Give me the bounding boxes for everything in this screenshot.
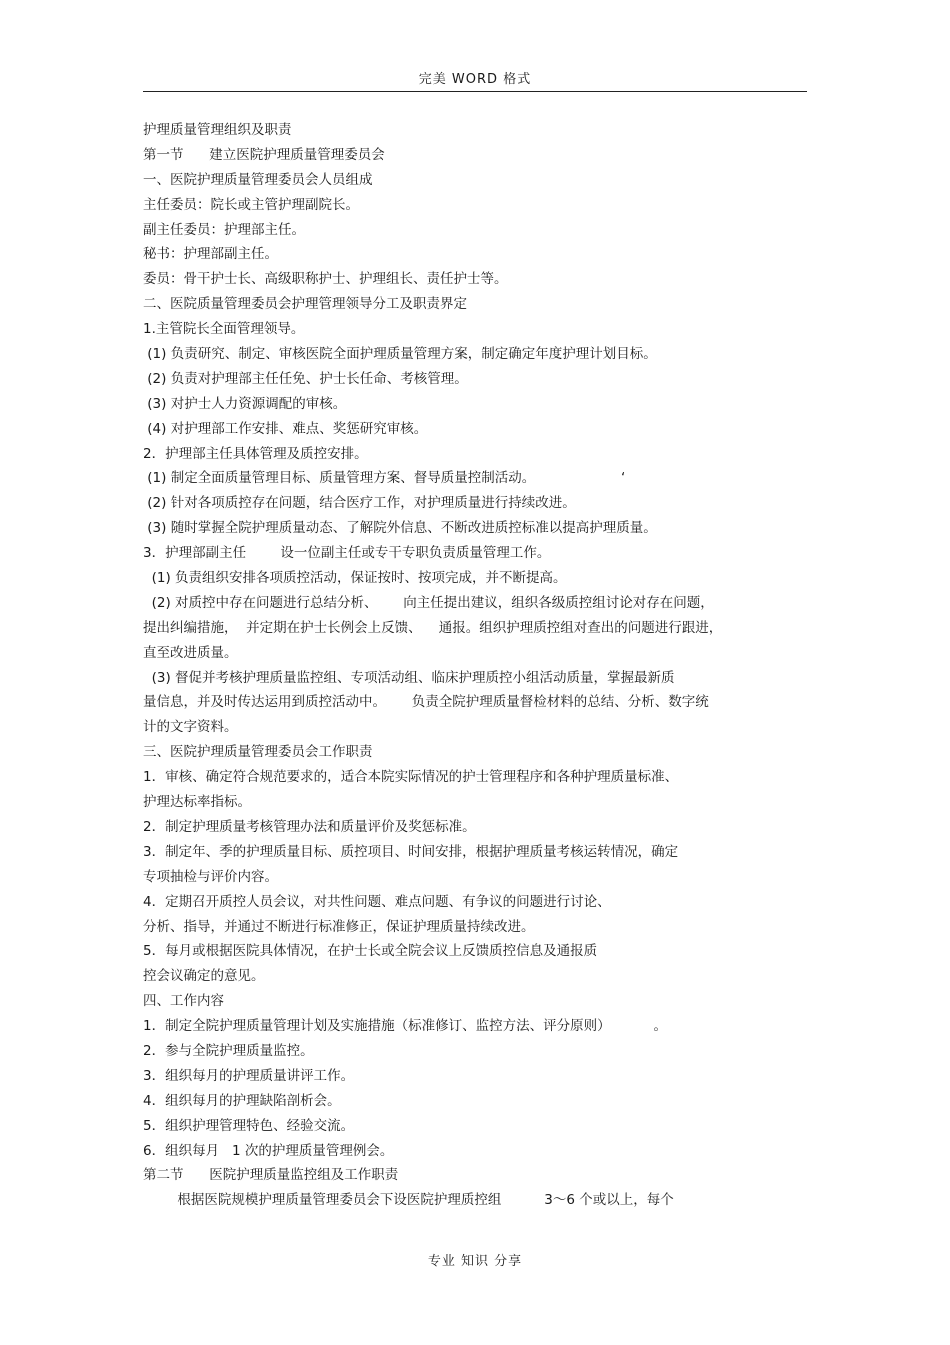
text-line: 副主任委员：护理部主任。 [143, 221, 305, 238]
text-line: 第一节 建立医院护理质量管理委员会 [143, 146, 385, 163]
text-line: (3) 督促并考核护理质量监控组、专项活动组、临床护理质控小组活动质量，掌握最新质 [143, 669, 675, 686]
text-line: 一、医院护理质量管理委员会人员组成 [143, 171, 373, 188]
text-line: 二、医院质量管理委员会护理管理领导分工及职责界定 [143, 296, 467, 313]
text-line: 5．组织护理管理特色、经验交流。 [143, 1117, 355, 1134]
text-line: 护理达标率指标。 [143, 794, 251, 811]
text-line: 提出纠编措施， 并定期在护士长例会上反馈、 通报。组织护理质控组对查出的问题进行跟进， [143, 619, 723, 636]
text-line: 委员：骨干护士长、高级职称护士、护理组长、责任护士等。 [143, 271, 508, 288]
text-line: (3) 对护士人力资源调配的审核。 [143, 395, 347, 412]
text-line: 量信息，并及时传达运用到质控活动中。 负责全院护理质量督检材料的总结、分析、数字统 [143, 694, 709, 711]
text-line: 2．护理部主任具体管理及质控安排。 [143, 445, 368, 462]
header-divider [143, 91, 807, 92]
text-line: 控会议确定的意见。 [143, 968, 265, 985]
text-line: 1.主管院长全面管理领导。 [143, 321, 305, 338]
text-line: 4．组织每月的护理缺陷剖析会。 [143, 1092, 341, 1109]
text-line: (4) 对护理部工作安排、难点、奖惩研究审核。 [143, 420, 428, 437]
text-line: 三、医院护理质量管理委员会工作职责 [143, 744, 373, 761]
text-line: 第二节 医院护理质量监控组及工作职责 [143, 1167, 399, 1184]
text-line: 3．组织每月的护理质量讲评工作。 [143, 1067, 355, 1084]
text-line: (1) 负责组织安排各项质控活动，保证按时、按项完成，并不断提高。 [143, 570, 567, 587]
text-line: (1) 负责研究、制定、审核医院全面护理质量管理方案，制定确定年度护理计划目标。 [143, 346, 657, 363]
text-line: 1．审核、确定符合规范要求的，适合本院实际情况的护士管理程序和各种护理质量标准、 [143, 769, 679, 786]
text-line: 2．制定护理质量考核管理办法和质量评价及奖惩标准。 [143, 818, 476, 835]
text-line: 2．参与全院护理质量监控。 [143, 1042, 314, 1059]
text-line: 4．定期召开质控人员会议，对共性问题、难点问题、有争议的问题进行讨论、 [143, 893, 611, 910]
text-line: 1．制定全院护理质量管理计划及实施措施（标准修订、监控方法、评分原则） 。 [143, 1018, 668, 1035]
page-footer: 专业 知识 分享 [427, 1254, 523, 1269]
text-line: 直至改进质量。 [143, 644, 238, 661]
text-line: 3．制定年、季的护理质量目标、质控项目、时间安排，根据护理质量考核运转情况，确定 [143, 843, 679, 860]
text-line: 主任委员：院长或主管护理副院长。 [143, 196, 359, 213]
text-line: 5．每月或根据医院具体情况，在护士长或全院会议上反馈质控信息及通报质 [143, 943, 598, 960]
text-line: (3) 随时掌握全院护理质量动态、了解院外信息、不断改进质控标准以提高护理质量。 [143, 520, 657, 537]
document-body [143, 118, 807, 1213]
text-line: 专项抽检与评价内容。 [143, 868, 278, 885]
text-line: 秘书：护理部副主任。 [143, 246, 278, 263]
text-line: (2) 对质控中存在问题进行总结分析、 向主任提出建议，组织各级质控组讨论对存在问题， [143, 594, 714, 611]
text-line: (2) 负责对护理部主任任免、护士长任命、考核管理。 [143, 370, 468, 387]
text-line: 根据医院规模护理质量管理委员会下设医院护理质控组 3～6 个或以上，每个 [143, 1192, 674, 1209]
text-line: 护理质量管理组织及职责 [143, 122, 292, 138]
page-header: 完美 WORD 格式 [418, 72, 532, 87]
text-line: 3．护理部副主任 设一位副主任或专干专职负责质量管理工作。 [143, 545, 551, 562]
text-line: 分析、指导，并通过不断进行标准修正，保证护理质量持续改进。 [143, 918, 535, 935]
text-line: 计的文字资料。 [143, 719, 238, 736]
text-line: (1) 制定全面质量管理目标、质量管理方案、督导质量控制活动。 ‘ [143, 470, 626, 487]
text-line: 四、工作内容 [143, 993, 224, 1010]
text-line: (2) 针对各项质控存在问题，结合医疗工作，对护理质量进行持续改进。 [143, 495, 576, 512]
text-line: 6．组织每月 1 次的护理质量管理例会。 [143, 1142, 394, 1159]
